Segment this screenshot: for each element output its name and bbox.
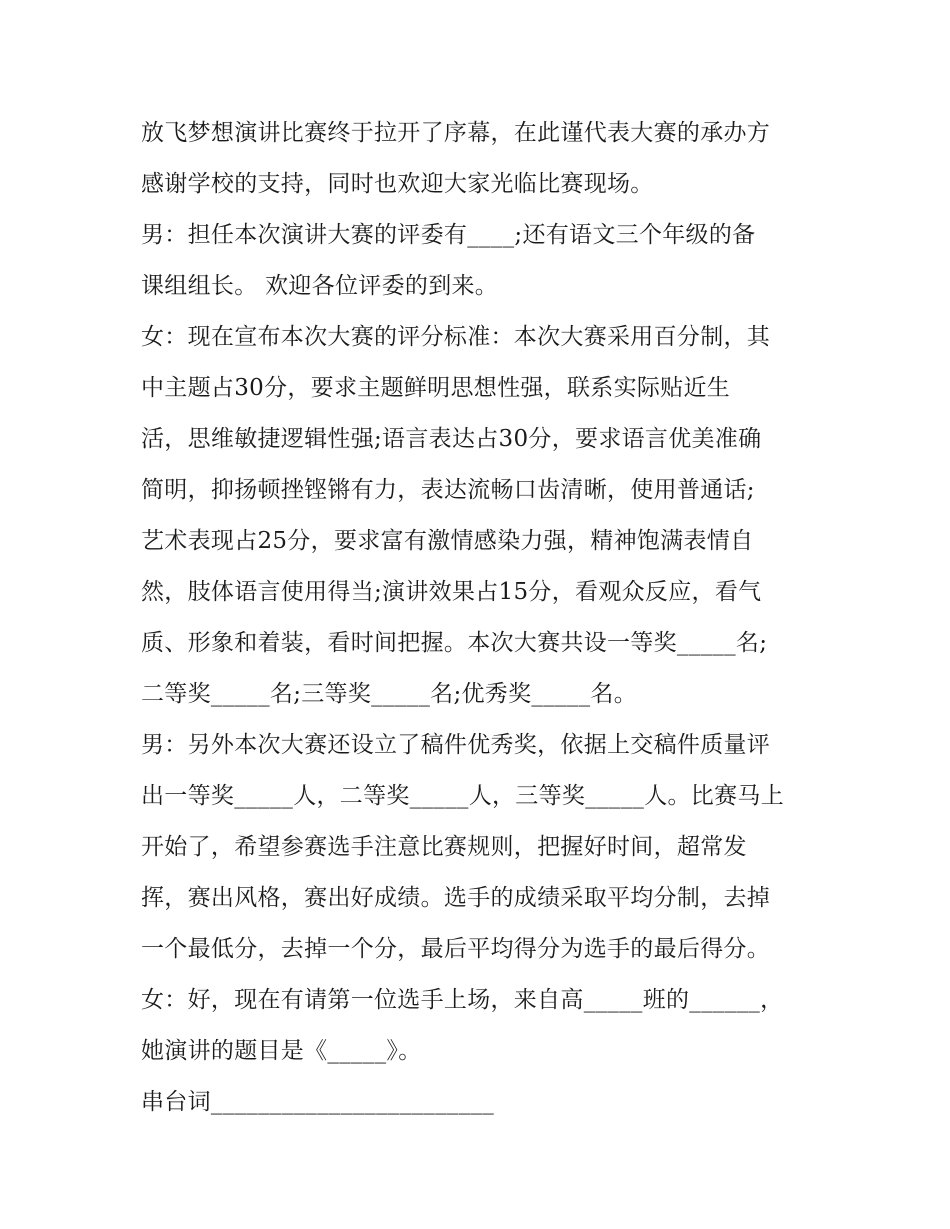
document-body: [141, 108, 821, 1128]
text-line: 二等奖_____名;三等奖_____名;优秀奖_____名。: [141, 681, 637, 707]
text-line: 课组组长。 欢迎各位评委的到来。: [141, 273, 499, 299]
text-line: 挥，赛出风格，赛出好成绩。选手的成绩采取平均分制，去掉: [141, 885, 771, 911]
text-line: 中主题占30分，要求主题鲜明思想性强，联系实际贴近生: [141, 375, 731, 401]
text-line: 简明，抑扬顿挫铿锵有力，表达流畅口齿清晰，使用普通话;: [141, 477, 755, 503]
text-line: 女：现在宣布本次大赛的评分标准：本次大赛采用百分制，其: [141, 324, 771, 350]
text-line: 出一等奖_____人，二等奖_____人，三等奖_____人。比赛马上: [141, 783, 784, 809]
text-line: 放飞梦想演讲比赛终于拉开了序幕，在此谨代表大赛的承办方: [141, 120, 771, 146]
text-line: 艺术表现占25分，要求富有激情感染力强，精神饱满表情自: [141, 528, 754, 554]
text-line: 开始了，希望参赛选手注意比赛规则，把握好时间，超常发: [141, 834, 747, 860]
text-line: 女：好，现在有请第一位选手上场，来自高_____班的______，: [141, 987, 784, 1013]
text-line: 男：另外本次大赛还设立了稿件优秀奖，依据上交稿件质量评: [141, 732, 771, 758]
text-line: 感谢学校的支持，同时也欢迎大家光临比赛现场。: [141, 171, 654, 197]
text-line: 她演讲的题目是《_____》。: [141, 1038, 422, 1064]
text-line: 质、形象和着装，看时间把握。本次大赛共设一等奖_____名;: [141, 630, 768, 656]
text-line: 一个最低分，去掉一个分，最后平均得分为选手的最后得分。: [141, 936, 771, 962]
text-line: 然，肢体语言使用得当;演讲效果占15分，看观众反应，看气: [141, 579, 762, 605]
text-line: 男：担任本次演讲大赛的评委有____;还有语文三个年级的备: [141, 222, 756, 248]
text-line: 串台词________________________: [141, 1089, 495, 1115]
text-line: 活，思维敏捷逻辑性强;语言表达占30分，要求语言优美准确: [141, 426, 762, 452]
